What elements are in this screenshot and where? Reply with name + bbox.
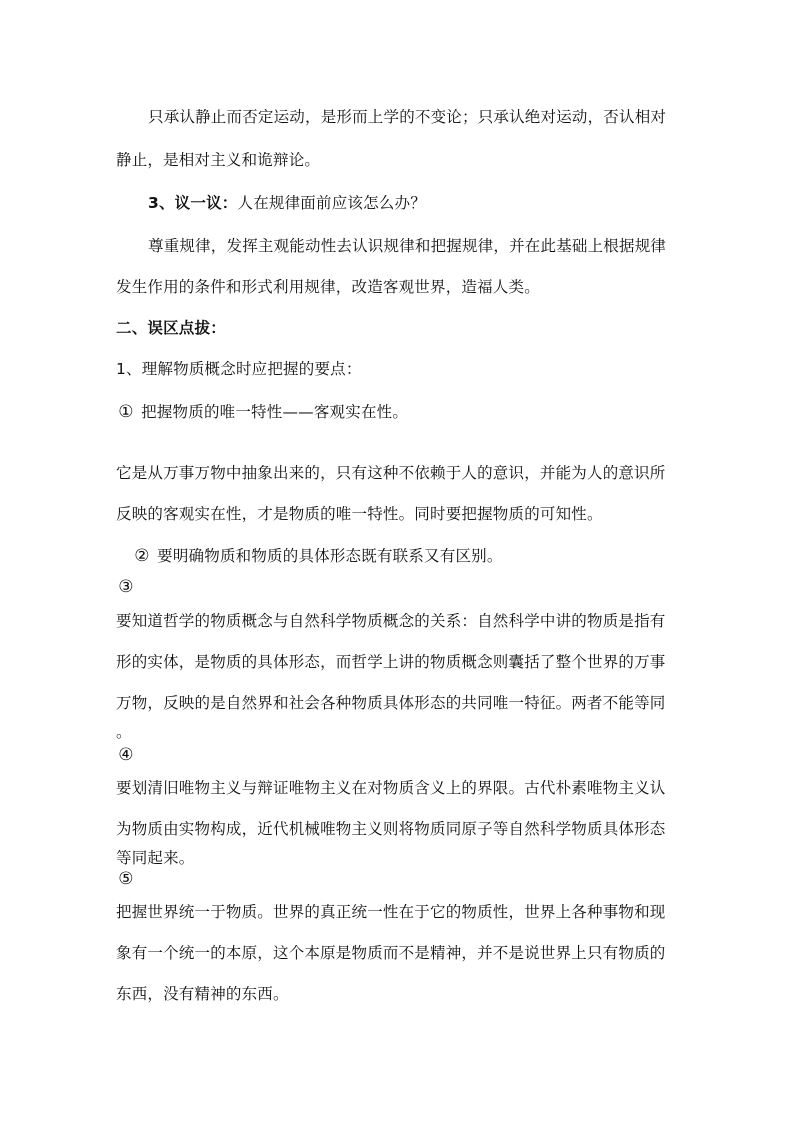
paragraph-line-2: 静止，是相对主义和诡辩论。 — [116, 151, 321, 169]
point-4-marker — [116, 745, 678, 765]
paragraph-line-24: 东西，没有精神的东西。 — [116, 985, 289, 1003]
paragraph-line-9: 它是从万事万物中抽象出来的，只有这种不依赖于人的意识，并能为人的意识所 — [116, 464, 666, 482]
paragraph-line-1: 只承认静止而否定运动，是形而上学的不变论；只承认绝对运动，否认相对 — [148, 108, 667, 126]
circled-number-2: ② — [134, 546, 150, 566]
point-1 — [116, 402, 678, 422]
circled-number-5: ⑤ — [118, 869, 134, 889]
point-5-marker — [116, 869, 678, 889]
paragraph-line-19: 为物质由实物构成，近代机械唯物主义则将物质同原子等自然科学物质具体形态 — [116, 820, 666, 838]
paragraph-line-18: 要划清旧唯物主义与辩证唯物主义在对物质含义上的界限。古代朴素唯物主义认 — [116, 779, 666, 797]
circled-number-4: ④ — [118, 745, 134, 765]
paragraph-line-15: 万物，反映的是自然界和社会各种物质具体形态的共同唯一特征。两者不能等同 — [116, 694, 666, 712]
paragraph-line-10: 反映的客观实在性，才是物质的唯一特性。同时要把握物质的可知性。 — [116, 505, 603, 523]
paragraph-line-23: 象有一个统一的本原，这个本原是物质而不是精神，并不是说世界上只有物质的 — [116, 944, 666, 962]
discussion-heading — [148, 193, 678, 213]
circled-number-1: ① — [118, 402, 134, 422]
point-3-marker — [116, 577, 678, 597]
paragraph-line-4: 尊重规律，发挥主观能动性去认识规律和把握规律，并在此基础上根据规律 — [148, 237, 667, 255]
paragraph-line-5: 发生作用的条件和形式利用规律，改造客观世界，造福人类。 — [116, 278, 540, 296]
paragraph-line-13: 要知道哲学的物质概念与自然科学物质概念的关系：自然科学中讲的物质是指有 — [116, 612, 666, 630]
point-2 — [132, 546, 678, 566]
paragraph-line-20: 等同起来。 — [116, 849, 195, 867]
discussion-question: 人在规律面前应该怎么办？ — [237, 194, 426, 212]
discussion-label: 3、议一议： — [148, 194, 238, 212]
section-heading: 二、误区点拔： — [116, 319, 226, 337]
circled-number-3: ③ — [118, 577, 134, 597]
paragraph-line-16: 。 — [116, 723, 132, 741]
point-1-text: 把握物质的唯一特性——客观实在性。 — [141, 403, 409, 421]
point-2-text: 要明确物质和物质的具体形态既有联系又有区别。 — [157, 547, 503, 565]
paragraph-line-22: 把握世界统一于物质。世界的真正统一性在于它的物质性，世界上各种事物和现 — [116, 903, 666, 921]
point-heading: 1、理解物质概念时应把握的要点： — [116, 360, 362, 378]
paragraph-line-14: 形的实体，是物质的具体形态，而哲学上讲的物质概念则囊括了整个世界的万事 — [116, 653, 666, 671]
